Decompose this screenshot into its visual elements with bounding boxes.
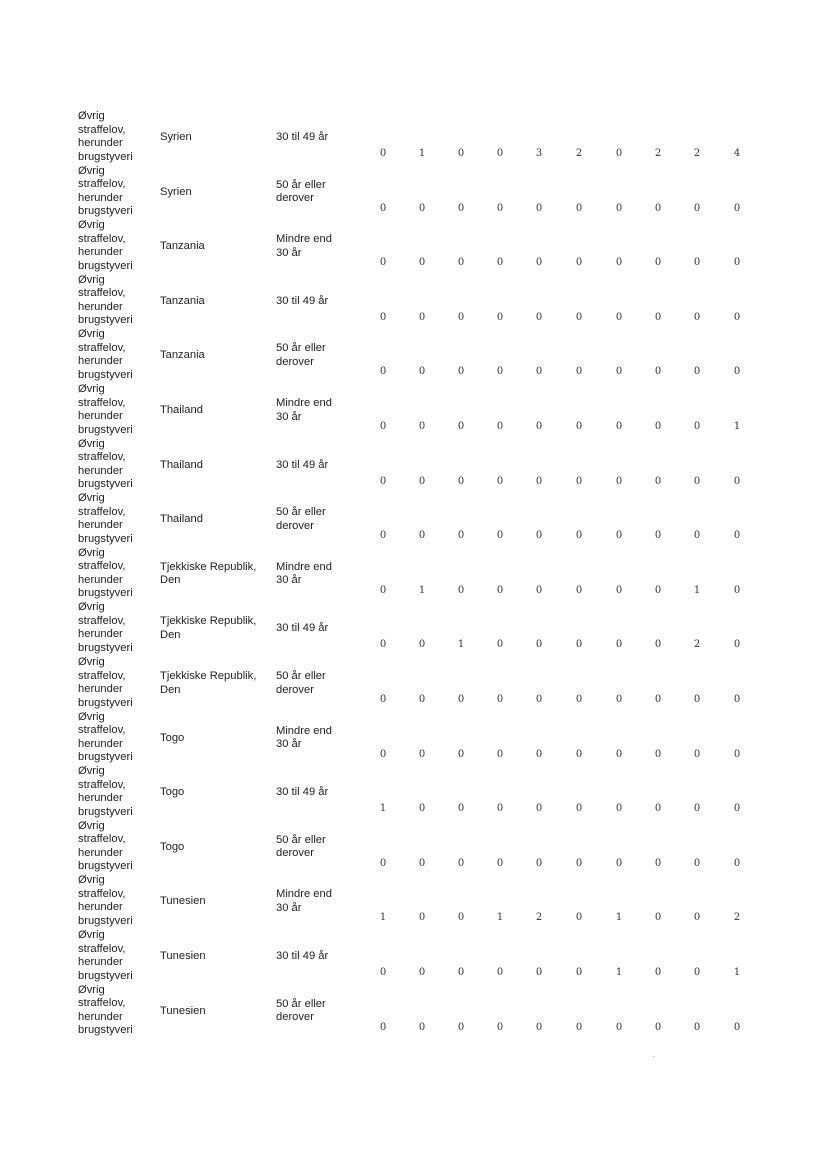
country-cell: Togo xyxy=(160,840,185,853)
value-cell: 0 xyxy=(496,748,504,760)
value-cell: 1 xyxy=(693,584,701,596)
value-cell: 0 xyxy=(654,1021,662,1033)
value-cell: 0 xyxy=(496,202,504,214)
value-cell: 0 xyxy=(733,639,741,651)
country-cell: Thailand xyxy=(160,458,203,471)
value-cell: 0 xyxy=(575,421,583,432)
value-cell: 0 xyxy=(575,530,583,542)
value-cell: 0 xyxy=(496,257,504,269)
value-cell: 0 xyxy=(575,857,583,869)
value-cell: 0 xyxy=(457,912,465,924)
value-cell: 0 xyxy=(496,694,504,705)
table-row xyxy=(0,656,828,711)
value-cell: 0 xyxy=(615,694,623,705)
value-cell: 0 xyxy=(496,1021,504,1033)
value-cell: 0 xyxy=(693,1021,701,1033)
value-cell: 0 xyxy=(615,366,623,378)
value-cell: 0 xyxy=(418,912,426,924)
table-row xyxy=(0,383,828,438)
value-cell: 0 xyxy=(535,366,543,378)
value-cell: 0 xyxy=(496,366,504,378)
value-cell: 0 xyxy=(535,803,543,815)
value-cell: 0 xyxy=(535,257,543,269)
value-cell: 0 xyxy=(733,202,741,214)
value-cell: 0 xyxy=(575,1021,583,1033)
value-cell: 0 xyxy=(379,530,387,542)
table-row xyxy=(0,110,828,165)
value-cell: 0 xyxy=(575,366,583,378)
value-cell: 0 xyxy=(457,803,465,815)
age-group-cell: Mindre end 30 år xyxy=(276,233,332,259)
country-cell: Tunesien xyxy=(160,1004,206,1017)
value-cell: 0 xyxy=(654,584,662,596)
value-cell: 0 xyxy=(693,311,701,323)
offense-cell: Øvrig straffelov, herunder brugstyveri xyxy=(78,983,133,1037)
value-cell: 0 xyxy=(615,748,623,760)
value-cell: 0 xyxy=(379,148,387,159)
value-cell: 0 xyxy=(418,639,426,651)
age-group-cell: 30 til 49 år xyxy=(276,294,329,307)
country-cell: Syrien xyxy=(160,185,192,198)
offense-cell: Øvrig straffelov, herunder brugstyveri xyxy=(78,765,133,818)
age-group-cell: 50 år eller derover xyxy=(276,670,326,696)
age-group-cell: 50 år eller derover xyxy=(276,833,326,860)
value-cell: 0 xyxy=(535,857,543,869)
country-cell: Tanzania xyxy=(160,349,205,362)
value-cell: 0 xyxy=(654,475,662,487)
table-row xyxy=(0,328,828,383)
value-cell: 0 xyxy=(496,584,504,596)
offense-cell: Øvrig straffelov, herunder brugstyveri xyxy=(78,819,133,873)
value-cell: 0 xyxy=(418,257,426,269)
value-cell: 0 xyxy=(457,421,465,432)
offense-cell: Øvrig straffelov, herunder brugstyveri xyxy=(78,328,133,381)
country-cell: Tjekkiske Republik, Den xyxy=(160,615,257,641)
age-group-cell: Mindre end 30 år xyxy=(276,397,332,423)
table-row xyxy=(0,438,828,493)
value-cell: 0 xyxy=(418,311,426,323)
value-cell: 0 xyxy=(496,639,504,651)
value-cell: 0 xyxy=(693,257,701,269)
value-cell: 0 xyxy=(535,202,543,214)
country-cell: Tanzania xyxy=(160,294,205,307)
value-cell: 0 xyxy=(733,257,741,269)
value-cell: 0 xyxy=(379,311,387,323)
age-group-cell: 30 til 49 år xyxy=(276,131,329,143)
table-row xyxy=(0,601,828,656)
country-cell: Syrien xyxy=(160,131,192,143)
table-row xyxy=(0,711,828,766)
country-cell: Tanzania xyxy=(160,240,205,253)
value-cell: 0 xyxy=(615,148,623,159)
offense-cell: Øvrig straffelov, herunder brugstyveri xyxy=(78,383,133,436)
value-cell: 0 xyxy=(535,639,543,651)
value-cell: 0 xyxy=(457,311,465,323)
table-row xyxy=(0,820,828,875)
value-cell: 1 xyxy=(733,421,741,432)
value-cell: 0 xyxy=(575,912,583,924)
age-group-cell: Mindre end 30 år xyxy=(276,724,332,751)
value-cell: 2 xyxy=(693,148,701,159)
value-cell: 0 xyxy=(379,202,387,214)
value-cell: 0 xyxy=(615,257,623,269)
age-group-cell: 30 til 49 år xyxy=(276,622,329,635)
scan-speck xyxy=(653,1056,655,1057)
value-cell: 0 xyxy=(693,530,701,542)
value-cell: 0 xyxy=(535,1021,543,1033)
age-group-cell: 30 til 49 år xyxy=(276,458,329,471)
value-cell: 0 xyxy=(615,202,623,214)
value-cell: 0 xyxy=(418,421,426,432)
value-cell: 1 xyxy=(496,912,504,924)
value-cell: 0 xyxy=(535,530,543,542)
value-cell: 4 xyxy=(733,148,741,159)
value-cell: 0 xyxy=(457,475,465,487)
value-cell: 0 xyxy=(418,748,426,760)
table-row xyxy=(0,165,828,220)
value-cell: 0 xyxy=(693,421,701,432)
value-cell: 0 xyxy=(615,475,623,487)
value-cell: 0 xyxy=(457,530,465,542)
country-cell: Tjekkiske Republik, Den xyxy=(160,670,257,696)
value-cell: 0 xyxy=(575,639,583,651)
value-cell: 0 xyxy=(575,257,583,269)
value-cell: 0 xyxy=(418,857,426,869)
age-group-cell: Mindre end 30 år xyxy=(276,888,332,914)
value-cell: 0 xyxy=(418,967,426,978)
table-row xyxy=(0,492,828,547)
value-cell: 0 xyxy=(379,967,387,978)
value-cell: 0 xyxy=(733,857,741,869)
offense-cell: Øvrig straffelov, herunder brugstyveri xyxy=(78,273,133,327)
value-cell: 0 xyxy=(733,694,741,705)
country-cell: Thailand xyxy=(160,513,203,526)
value-cell: 1 xyxy=(418,148,426,159)
value-cell: 0 xyxy=(418,803,426,815)
value-cell: 0 xyxy=(535,311,543,323)
value-cell: 2 xyxy=(535,912,543,924)
value-cell: 1 xyxy=(379,912,387,924)
value-cell: 0 xyxy=(693,694,701,705)
value-cell: 0 xyxy=(654,748,662,760)
offense-cell: Øvrig straffelov, herunder brugstyveri xyxy=(78,929,133,982)
age-group-cell: Mindre end 30 år xyxy=(276,560,332,587)
country-cell: Thailand xyxy=(160,404,203,416)
value-cell: 0 xyxy=(379,1021,387,1033)
value-cell: 0 xyxy=(496,967,504,978)
value-cell: 0 xyxy=(654,257,662,269)
value-cell: 0 xyxy=(615,803,623,815)
table-row xyxy=(0,765,828,820)
offense-cell: Øvrig straffelov, herunder brugstyveri xyxy=(78,219,133,272)
offense-cell: Øvrig straffelov, herunder brugstyveri xyxy=(78,874,133,927)
offense-cell: Øvrig straffelov, herunder brugstyveri xyxy=(78,437,133,491)
value-cell: 0 xyxy=(379,257,387,269)
value-cell: 0 xyxy=(496,421,504,432)
table-row xyxy=(0,874,828,929)
value-cell: 0 xyxy=(418,366,426,378)
value-cell: 1 xyxy=(615,912,623,924)
age-group-cell: 50 år eller derover xyxy=(276,506,326,532)
value-cell: 0 xyxy=(575,584,583,596)
value-cell: 0 xyxy=(535,421,543,432)
value-cell: 0 xyxy=(379,584,387,596)
value-cell: 0 xyxy=(496,475,504,487)
value-cell: 0 xyxy=(535,475,543,487)
value-cell: 0 xyxy=(654,694,662,705)
value-cell: 0 xyxy=(615,421,623,432)
value-cell: 0 xyxy=(379,694,387,705)
value-cell: 0 xyxy=(496,311,504,323)
value-cell: 0 xyxy=(615,1021,623,1033)
value-cell: 0 xyxy=(418,1021,426,1033)
age-group-cell: 50 år eller derover xyxy=(276,178,326,205)
value-cell: 0 xyxy=(457,694,465,705)
age-group-cell: 50 år eller derover xyxy=(276,997,326,1024)
offense-cell: Øvrig straffelov, herunder brugstyveri xyxy=(78,546,133,600)
value-cell: 1 xyxy=(379,803,387,815)
value-cell: 0 xyxy=(496,857,504,869)
offense-cell: Øvrig straffelov, herunder brugstyveri xyxy=(78,656,133,709)
age-group-cell: 50 år eller derover xyxy=(276,342,326,368)
value-cell: 0 xyxy=(654,366,662,378)
value-cell: 0 xyxy=(496,803,504,815)
value-cell: 0 xyxy=(457,748,465,760)
value-cell: 0 xyxy=(693,803,701,815)
value-cell: 0 xyxy=(615,639,623,651)
value-cell: 1 xyxy=(615,967,623,978)
table-row xyxy=(0,929,828,984)
value-cell: 0 xyxy=(575,967,583,978)
value-cell: 1 xyxy=(418,584,426,596)
value-cell: 0 xyxy=(575,803,583,815)
value-cell: 0 xyxy=(615,530,623,542)
age-group-cell: 30 til 49 år xyxy=(276,950,329,962)
value-cell: 0 xyxy=(693,475,701,487)
value-cell: 0 xyxy=(693,748,701,760)
value-cell: 0 xyxy=(733,1021,741,1033)
value-cell: 1 xyxy=(457,639,465,651)
value-cell: 0 xyxy=(654,530,662,542)
value-cell: 0 xyxy=(457,1021,465,1033)
value-cell: 0 xyxy=(654,967,662,978)
offense-cell: Øvrig straffelov, herunder brugstyveri xyxy=(78,110,133,163)
value-cell: 0 xyxy=(575,475,583,487)
value-cell: 2 xyxy=(654,148,662,159)
country-cell: Togo xyxy=(160,731,185,744)
value-cell: 0 xyxy=(535,748,543,760)
value-cell: 0 xyxy=(457,366,465,378)
offense-cell: Øvrig straffelov, herunder brugstyveri xyxy=(78,164,133,218)
value-cell: 0 xyxy=(379,475,387,487)
value-cell: 0 xyxy=(457,584,465,596)
value-cell: 2 xyxy=(733,912,741,924)
country-cell: Tunesien xyxy=(160,950,206,962)
value-cell: 0 xyxy=(535,584,543,596)
value-cell: 0 xyxy=(693,366,701,378)
age-group-cell: 30 til 49 år xyxy=(276,786,329,799)
value-cell: 0 xyxy=(733,475,741,487)
value-cell: 0 xyxy=(418,202,426,214)
value-cell: 0 xyxy=(457,148,465,159)
value-cell: 2 xyxy=(575,148,583,159)
offense-cell: Øvrig straffelov, herunder brugstyveri xyxy=(78,492,133,545)
offense-cell: Øvrig straffelov, herunder brugstyveri xyxy=(78,601,133,654)
value-cell: 0 xyxy=(654,311,662,323)
value-cell: 0 xyxy=(457,202,465,214)
value-cell: 0 xyxy=(457,967,465,978)
value-cell: 0 xyxy=(654,639,662,651)
value-cell: 0 xyxy=(418,694,426,705)
value-cell: 0 xyxy=(496,530,504,542)
value-cell: 0 xyxy=(418,530,426,542)
table-row xyxy=(0,219,828,274)
table-row xyxy=(0,547,828,602)
offense-cell: Øvrig straffelov, herunder brugstyveri xyxy=(78,710,133,764)
value-cell: 0 xyxy=(379,421,387,432)
value-cell: 0 xyxy=(575,311,583,323)
value-cell: 0 xyxy=(575,694,583,705)
value-cell: 3 xyxy=(535,148,543,159)
value-cell: 0 xyxy=(379,857,387,869)
value-cell: 0 xyxy=(535,694,543,705)
country-cell: Tjekkiske Republik, Den xyxy=(160,560,257,587)
value-cell: 0 xyxy=(654,803,662,815)
value-cell: 0 xyxy=(457,257,465,269)
value-cell: 0 xyxy=(615,584,623,596)
value-cell: 0 xyxy=(733,366,741,378)
value-cell: 0 xyxy=(379,748,387,760)
value-cell: 0 xyxy=(496,148,504,159)
country-cell: Tunesien xyxy=(160,895,206,908)
value-cell: 0 xyxy=(457,857,465,869)
value-cell: 0 xyxy=(575,748,583,760)
value-cell: 2 xyxy=(693,639,701,651)
value-cell: 0 xyxy=(654,912,662,924)
value-cell: 0 xyxy=(379,639,387,651)
value-cell: 0 xyxy=(733,584,741,596)
value-cell: 0 xyxy=(535,967,543,978)
value-cell: 0 xyxy=(693,912,701,924)
value-cell: 0 xyxy=(418,475,426,487)
value-cell: 0 xyxy=(693,967,701,978)
value-cell: 0 xyxy=(693,857,701,869)
country-cell: Togo xyxy=(160,786,185,799)
value-cell: 0 xyxy=(575,202,583,214)
value-cell: 0 xyxy=(733,748,741,760)
value-cell: 0 xyxy=(654,421,662,432)
value-cell: 0 xyxy=(693,202,701,214)
table-row xyxy=(0,984,828,1039)
value-cell: 0 xyxy=(615,857,623,869)
value-cell: 0 xyxy=(654,202,662,214)
value-cell: 0 xyxy=(615,311,623,323)
value-cell: 0 xyxy=(733,803,741,815)
table-row xyxy=(0,274,828,329)
value-cell: 1 xyxy=(733,967,741,978)
value-cell: 0 xyxy=(733,311,741,323)
value-cell: 0 xyxy=(379,366,387,378)
value-cell: 0 xyxy=(733,530,741,542)
value-cell: 0 xyxy=(654,857,662,869)
